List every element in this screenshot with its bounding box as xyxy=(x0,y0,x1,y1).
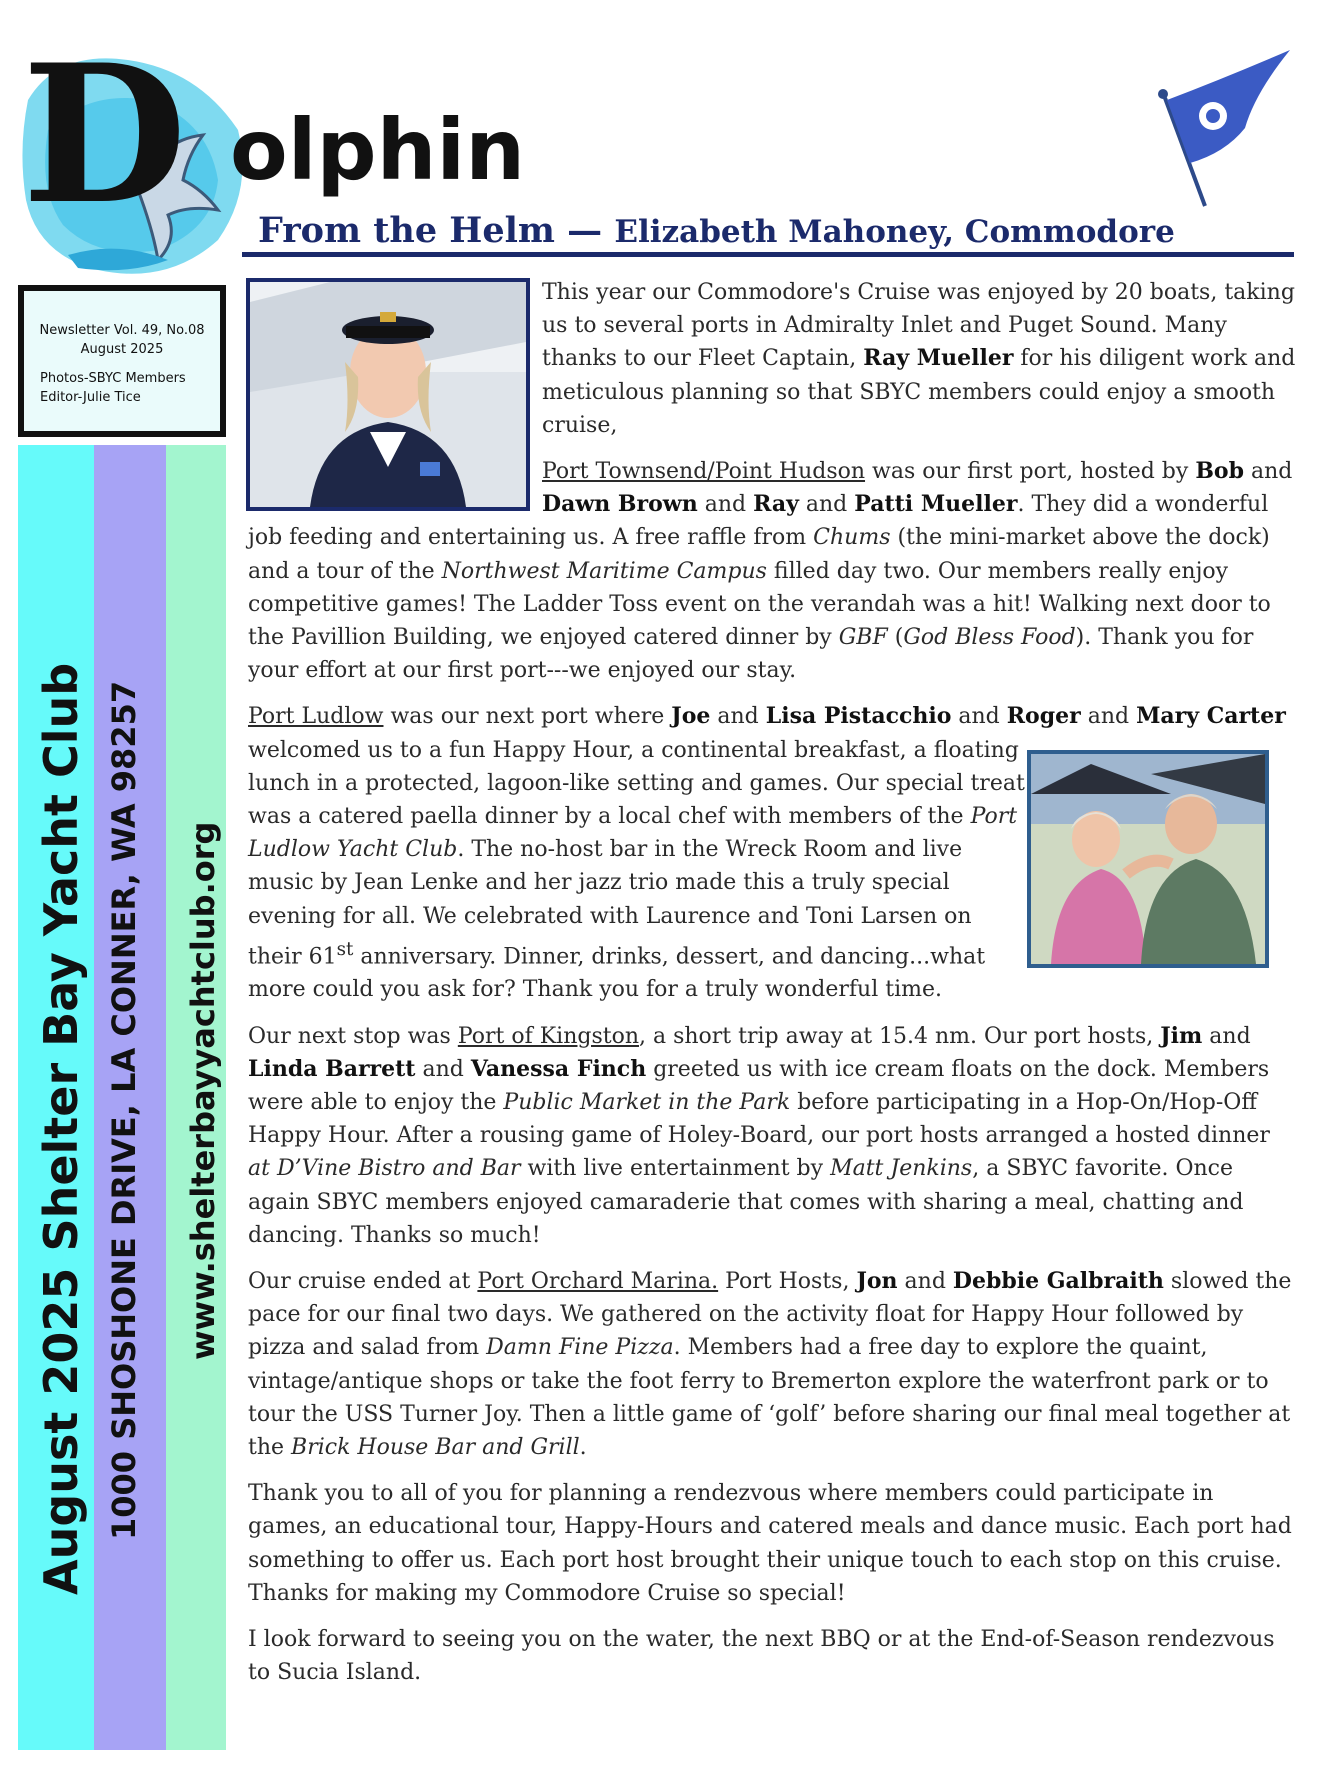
text-run: slowed the pace for our final two days. We gathered on the activity float for Happy Hour followed by pizza and salad from xyxy=(248,1269,1292,1361)
text-run: ). Thank you for your effort at our first port---we enjoyed our stay. xyxy=(248,625,1254,684)
name-bold: Vanessa Finch xyxy=(470,1055,647,1082)
name-bold: Ray Mueller xyxy=(863,345,1014,372)
name-bold: Bob xyxy=(1195,458,1244,485)
port-name: Port of Kingston xyxy=(457,1023,639,1049)
newsletter-info-box xyxy=(18,285,226,437)
text-run: for his diligent work and meticulous planning so that SBYC members could enjoy a smooth cruise, xyxy=(542,346,1296,438)
italic-run: Damn Fine Pizza xyxy=(486,1335,674,1361)
superscript: st xyxy=(336,938,354,960)
name-bold: Roger xyxy=(1006,703,1081,730)
text-run: Port Hosts, xyxy=(718,1269,857,1295)
text-run: anniversary. Dinner, drinks, dessert, and dancing...what more could you ask for? Thank you for a truly wonderful time. xyxy=(248,944,986,1003)
logo-letter: D xyxy=(22,23,187,246)
text-run: greeted us with ice cream floats on the dock. Members were able to enjoy the xyxy=(248,1056,1270,1115)
italic-run: Brick House Bar and Grill xyxy=(291,1435,580,1461)
text-run: before participating in a Hop-On/Hop-Off Happy Hour. After a rousing game of Holey-Board, our port hosts arranged a hosted dinner xyxy=(248,1090,1270,1149)
text-run: , a short trip away at 15.4 nm. Our port hosts, xyxy=(638,1023,1161,1049)
sidebar-title: August 2025 Shelter Bay Yacht Club xyxy=(34,662,88,1595)
burgee-flag-icon xyxy=(1135,48,1295,208)
text-run: was our next port where xyxy=(383,704,672,730)
heading-rule xyxy=(242,252,1294,257)
heading-main: From the Helm — xyxy=(258,210,615,251)
text-run: was our first port, hosted by xyxy=(865,459,1196,485)
name-bold: Lisa Pistacchio xyxy=(765,703,952,730)
date-line: August 2025 xyxy=(80,342,164,357)
italic-run: GBF xyxy=(838,625,888,651)
italic-run: Public Market in the Park xyxy=(503,1090,791,1115)
text-run: , a SBYC favorite. Once again SBYC members enjoyed camaraderie that comes with sharing a meal, chatting and dancing. Thanks so much! xyxy=(248,1156,1244,1248)
text-run: ( xyxy=(887,625,904,651)
text-run: . The no-host bar in the Wreck Room and live music by Jean Lenke and her jazz trio made this a truly special evening for all. We celebrated with Laurence and Toni Larsen on their 61 xyxy=(248,837,972,970)
italic-run: Chums xyxy=(813,525,891,551)
text-run: welcomed us to a fun Happy Hour, a continental breakfast, a floating lunch in a protected, lagoon-like setting and games. Our special treat was a catered paella dinner by a local chef with members of the xyxy=(248,737,1025,830)
text-run: and xyxy=(798,492,855,518)
paragraph-kingston xyxy=(248,1020,1296,1252)
paragraph-thanks: Thank you to all of you for planning a rendezvous where members could participate in games, an educational tour, Happy-Hours and catered meals and dance music. Each port had something to offer us. Each port host brought their unique touch to each stop on this cruise. Thanks for making my Commodore Cruise so special! xyxy=(248,1481,1292,1606)
port-name: Port Townsend/Point Hudson xyxy=(542,459,866,485)
text-run: filled day two. Our members really enjoy competitive games! The Ladder Toss event on the verandah was a hit! Walking next door to the Pavillion Building, we enjoyed catered dinner by xyxy=(248,558,1271,651)
name-bold: Linda Barrett xyxy=(248,1055,416,1082)
text-run: Our next stop was xyxy=(248,1023,458,1049)
text-run: and xyxy=(897,1269,953,1295)
text-run: . xyxy=(579,1435,587,1461)
article-body xyxy=(248,276,1296,1702)
port-name: Port Orchard Marina. xyxy=(477,1269,719,1295)
name-bold: Jim xyxy=(1160,1022,1203,1049)
text-run: and xyxy=(1202,1023,1251,1049)
text-run: and xyxy=(1243,459,1293,485)
photo-spacer-right xyxy=(1034,742,1282,962)
name-bold: Mary Carter xyxy=(1136,703,1286,730)
text-run: (the mini-market above the dock) and a tour of the xyxy=(248,525,1270,584)
sidebar-address: 1000 SHOSHONE DRIVE, LA CONNER, WA 98257 xyxy=(105,680,143,1540)
photos-credit: Photos-SBYC Members xyxy=(40,371,186,386)
italic-run: Matt Jenkins xyxy=(830,1156,973,1182)
masthead-title: olphin xyxy=(230,101,526,199)
paragraph-port-orchard xyxy=(248,1265,1296,1464)
text-run: . Members had a free day to explore the quaint, vintage/antique shops or take the foot ferry to Bremerton explore the waterfront park or to tour the USS Turner Joy. Then a little game of ‘golf’ before sharing our final meal together at the xyxy=(248,1335,1291,1461)
sidebar-website: www.shelterbayyachtclub.org xyxy=(184,821,222,1360)
section-heading xyxy=(258,210,1298,251)
text-run: This year our Commodore's Cruise was enjoyed by 20 boats, taking us to several ports in Admiralty Inlet and Puget Sound. Many thanks to our Fleet Captain, xyxy=(542,280,1295,372)
volume-line: Newsletter Vol. 49, No.08 xyxy=(39,323,205,338)
text-run: and xyxy=(710,704,766,730)
text-run: and xyxy=(415,1056,471,1082)
heading-author: Elizabeth Mahoney, Commodore xyxy=(614,214,1175,250)
italic-run: Port Ludlow Yacht Club xyxy=(248,804,1018,863)
text-run: Our cruise ended at xyxy=(248,1269,478,1295)
text-run: . They did a wonderful job feeding and entertaining us. A free raffle from xyxy=(248,492,1269,551)
text-run: and xyxy=(1080,704,1137,730)
name-bold: Patti Mueller xyxy=(854,491,1018,518)
text-run: with live entertainment by xyxy=(520,1156,831,1182)
italic-run: at D’Vine Bistro and Bar xyxy=(248,1156,521,1182)
name-bold: Debbie Galbraith xyxy=(952,1268,1164,1295)
editor-credit: Editor-Julie Tice xyxy=(40,390,141,405)
text-run: and xyxy=(951,704,1007,730)
name-bold: Joe xyxy=(671,703,711,730)
photo-spacer-left xyxy=(248,276,538,511)
italic-run: God Bless Food xyxy=(903,625,1076,651)
name-bold: Ray xyxy=(753,491,799,518)
paragraph-port-ludlow xyxy=(248,700,1296,1006)
text-run: and xyxy=(697,492,754,518)
paragraph-closing: I look forward to seeing you on the water, the next BBQ or at the End-of-Season rendezvous to Sucia Island. xyxy=(248,1627,1275,1686)
name-bold: Dawn Brown xyxy=(542,491,698,518)
port-name: Port Ludlow xyxy=(248,704,384,730)
italic-run: Northwest Maritime Campus xyxy=(441,558,767,584)
name-bold: Jon xyxy=(856,1268,898,1295)
